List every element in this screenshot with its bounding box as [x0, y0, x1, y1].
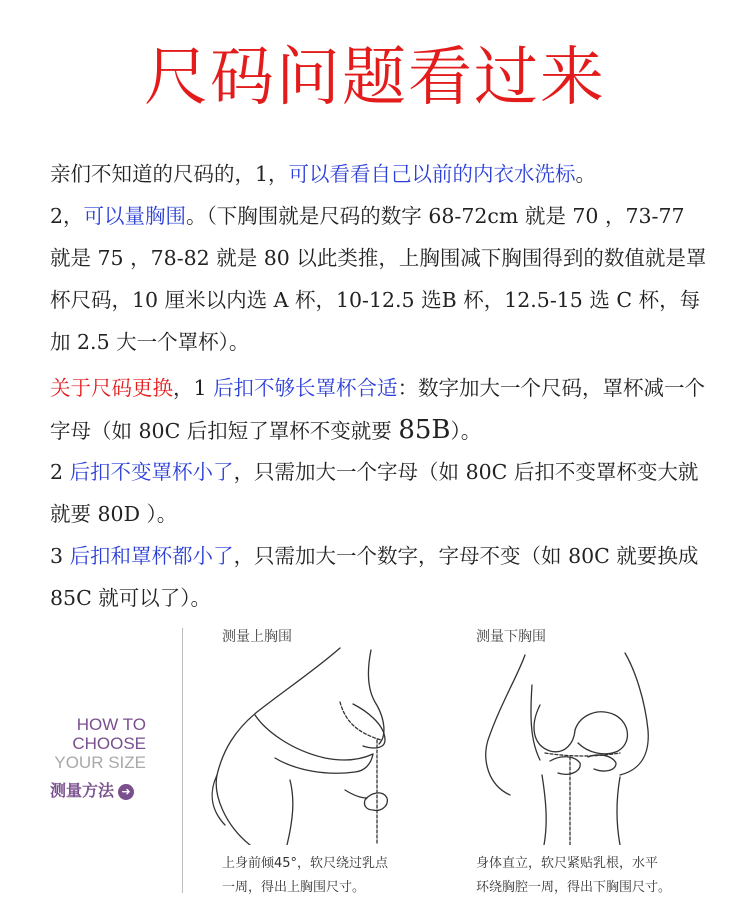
- cup-small-number: 2: [50, 460, 70, 484]
- cup-small-details: ，只需加大一个字母（如 80C 后扣不变罩杯变大就就要 80D ）。: [50, 460, 699, 526]
- upper-arm-line: [255, 715, 373, 760]
- both-small-tip: 后扣和罩杯都小了: [69, 544, 234, 568]
- band-short-end: ）。: [450, 419, 482, 443]
- page-title: 尺码问题看过来: [144, 41, 606, 115]
- arrow-right-circle-icon: ➜: [118, 784, 134, 800]
- lower-bust-label: 测量下胸围: [476, 629, 546, 645]
- measure-details: 。（下胸围就是尺码的数字 68-72cm 就是 70 ，73-77 就是 75 ，78-82 就是 80 以此类推，上胸围减下胸围得到的数值就是罩杯尺码，10 厘米以内选 A 杯，10-12.5 选B 杯，12.5-15 选 C 杯，每加 2.5 大一个罩杯）。: [50, 204, 707, 354]
- both-small-paragraph: [50, 535, 710, 619]
- upper-bust-illustration: [195, 640, 425, 845]
- upper-bust-label: 测量上胸围: [222, 629, 292, 645]
- forearm-line: [345, 790, 367, 798]
- left-arm-inner: [531, 685, 540, 760]
- measure-number: 2，: [50, 204, 84, 228]
- left-arm-outer: [486, 655, 525, 795]
- size-change-paragraph: [50, 367, 710, 452]
- measure-paragraph: [50, 195, 710, 363]
- chest-line: [368, 650, 384, 744]
- measure-tip: 可以量胸围: [83, 204, 187, 228]
- lower-arm-line: [275, 754, 373, 773]
- band-short-details: ：数字加大一个尺码，罩杯减一个字母（如 80C 后扣短了罩杯不变就要: [50, 376, 706, 443]
- size-change-heading: 关于尺码更换: [50, 376, 173, 400]
- lower-caption-line2: 环绕胸腔一周，得出下胸围尺寸。: [476, 880, 672, 895]
- side-line: [287, 780, 293, 845]
- waist-left: [542, 775, 546, 845]
- divider-line: [182, 628, 183, 893]
- example-size: 85B: [398, 415, 451, 445]
- waist-right: [617, 777, 620, 845]
- band-short-tip: 后扣不够长罩杯合适: [213, 376, 398, 400]
- both-small-details: ，只需加大一个数字，字母不变（如 80C 就要换成 85C 就可以了）。: [50, 544, 699, 610]
- choose-text: CHOOSE: [72, 734, 146, 753]
- cup-small-tip: 后扣不变罩杯小了: [69, 460, 234, 484]
- right-breast-line: [575, 712, 627, 754]
- wash-label-tip: 可以看看自己以前的内衣水洗标: [288, 162, 576, 186]
- lower-bust-illustration: [470, 645, 685, 845]
- both-small-number: 3: [50, 544, 70, 568]
- your-size-text: YOUR SIZE: [54, 753, 146, 772]
- lower-caption-line1: 身体直立，软尺紧贴乳根，水平: [476, 856, 659, 871]
- intro-end: 。: [575, 162, 597, 186]
- cup-small-paragraph: [50, 451, 710, 535]
- size-change-number: ，1: [173, 376, 214, 400]
- left-breast-line: [534, 705, 575, 752]
- measure-method-link[interactable]: [50, 780, 134, 802]
- intro-paragraph: [50, 153, 710, 195]
- torso-back-line: [216, 648, 340, 845]
- intro-text: 亲们不知道的尺码的，1，: [50, 162, 289, 186]
- left-hand-line: [550, 757, 580, 775]
- lower-bust-caption: [476, 852, 671, 900]
- upper-bust-caption: [222, 852, 388, 900]
- upper-caption-line2: 一周，得出上胸围尺寸。: [222, 880, 366, 895]
- measure-method-label: 测量方法: [50, 781, 115, 800]
- how-to-text: HOW TO: [76, 715, 146, 734]
- right-hand-line: [588, 755, 616, 771]
- upper-caption-line1: 上身前倾45°，软尺绕过乳点: [222, 856, 389, 871]
- right-arm-outer: [620, 653, 648, 775]
- hand-line: [364, 793, 387, 810]
